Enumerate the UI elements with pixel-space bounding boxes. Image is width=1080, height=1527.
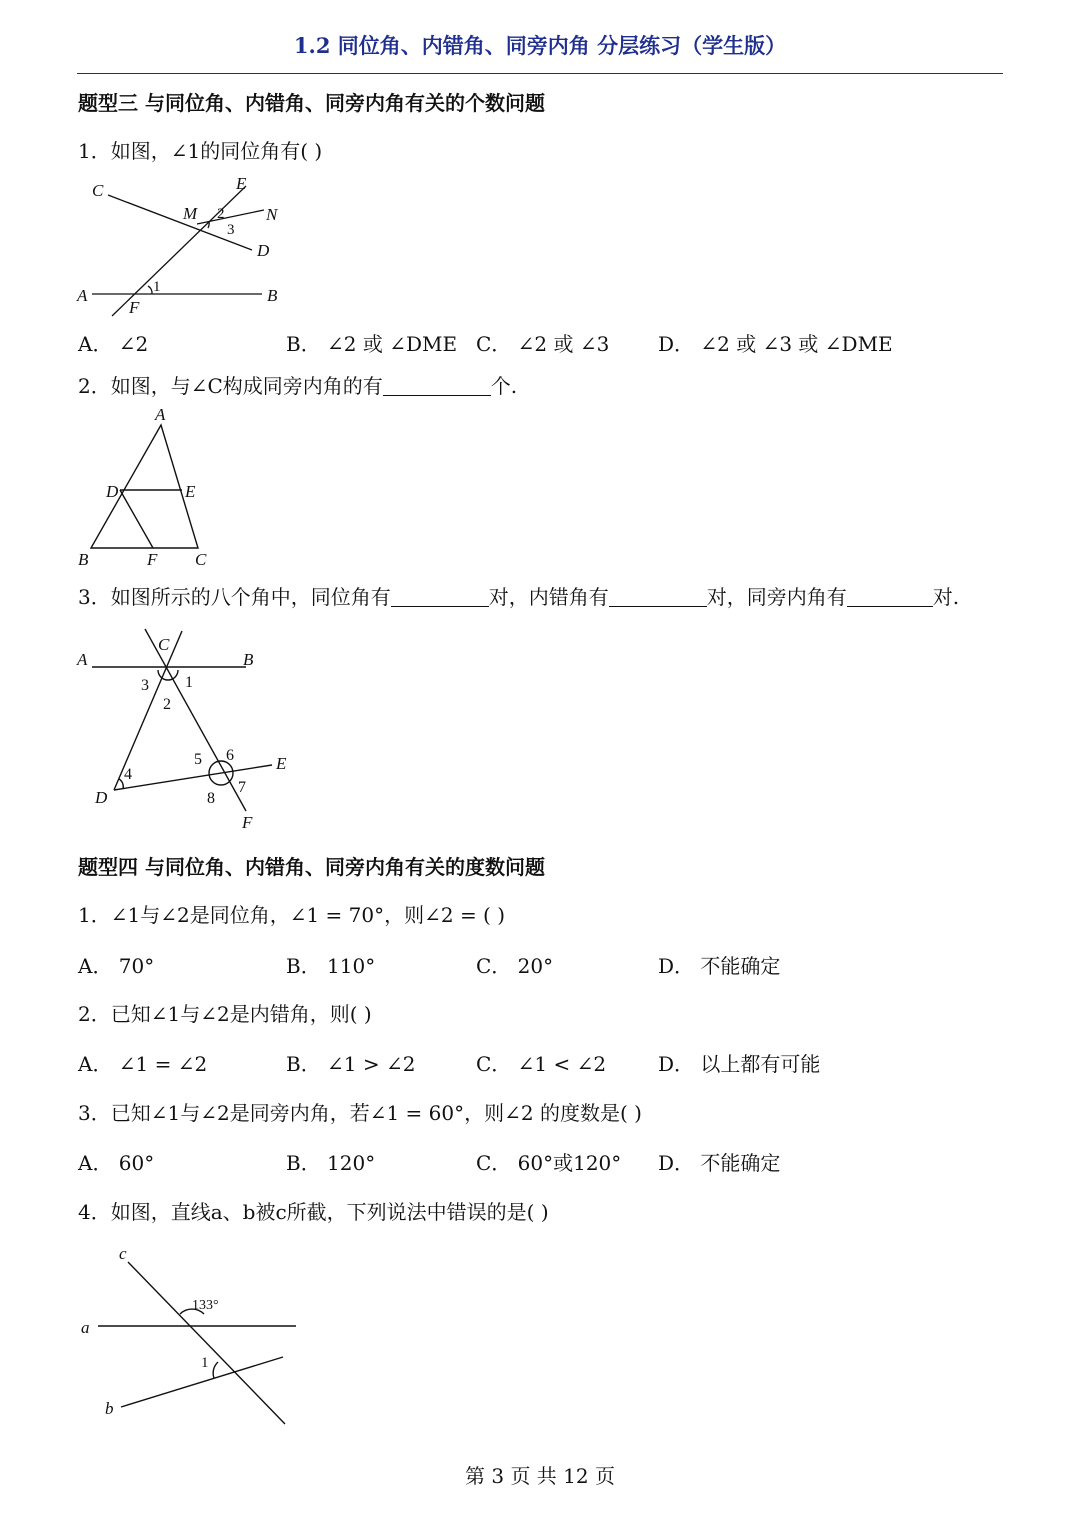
point-label-D: D [257, 241, 270, 260]
option-b: B． ∠2 或 ∠DME [286, 332, 458, 356]
angle-label-1: 1 [153, 279, 161, 295]
option-c: C． ∠1 < ∠2 [476, 1052, 607, 1076]
option-b: B． 120° [286, 1151, 376, 1175]
option-d: D． 不能确定 [658, 1151, 781, 1175]
option-c: C． 60°或120° [476, 1151, 622, 1175]
point-label-D: D [106, 482, 119, 501]
question-stem: 已知∠1与∠2是内错角，则( ) [110, 1002, 372, 1026]
point-label-B: B [243, 650, 254, 669]
section-title-type3: 题型三 与同位角、内错角、同旁内角有关的个数问题 [78, 91, 545, 115]
point-label-F: F [242, 813, 253, 832]
angle-label-2: 2 [217, 206, 225, 222]
option-b: B． 110° [286, 954, 376, 978]
point-label-A: A [77, 286, 88, 305]
line-label-b: b [105, 1399, 114, 1418]
point-label-A: A [77, 650, 88, 669]
point-label-F: F [147, 550, 158, 569]
question-number: 2． [78, 1002, 111, 1026]
angle-label-1: 1 [185, 674, 193, 691]
line-label-a: a [81, 1318, 90, 1337]
point-label-D: D [95, 788, 108, 807]
angle-label-3: 3 [227, 222, 235, 238]
question-stem-end: 个. [490, 374, 518, 398]
point-label-C: C [92, 181, 104, 200]
point-label-C: C [158, 635, 170, 654]
angle-label-4: 4 [124, 766, 132, 783]
angle-label-7: 7 [238, 779, 246, 796]
question-stem: 如图所示的八个角中，同位角有 [110, 585, 391, 609]
point-label-E: E [236, 174, 247, 193]
question-number: 4． [78, 1200, 111, 1224]
option-c: C． 20° [476, 954, 554, 978]
page-title: 1.2 同位角、内错角、同旁内角 分层练习（学生版） [293, 33, 787, 58]
angle-label-8: 8 [207, 790, 215, 807]
point-label-B: B [267, 286, 278, 305]
question-number: 1． [78, 139, 111, 163]
option-d: D． ∠2 或 ∠3 或 ∠DME [658, 332, 893, 356]
angle-label-1: 1 [201, 1355, 209, 1371]
option-d: D． 不能确定 [658, 954, 781, 978]
question-stem-2: 对，内错角有 [488, 585, 609, 609]
question-stem-3: 对，同旁内角有 [706, 585, 847, 609]
line-label-c: c [119, 1244, 127, 1263]
angle-label-2: 2 [163, 696, 171, 713]
point-label-N: N [266, 205, 278, 224]
question-stem: 如图，直线a、b被c所截，下列说法中错误的是( ) [110, 1200, 549, 1224]
option-a: A． 60° [78, 1151, 155, 1175]
question-stem: 如图，∠1的同位角有( ) [110, 139, 323, 163]
question-stem-4: 对. [932, 585, 960, 609]
question-stem: ∠1与∠2是同位角，∠1 = 70°，则∠2 = ( ) [110, 903, 506, 927]
option-c: C． ∠2 或 ∠3 [476, 332, 610, 356]
page-footer: 第 3 页 共 12 页 [465, 1464, 615, 1488]
question-number: 3． [78, 585, 111, 609]
option-d: D． 以上都有可能 [658, 1052, 821, 1076]
point-label-C: C [195, 550, 207, 569]
angle-label-5: 5 [194, 751, 202, 768]
option-b: B． ∠1 > ∠2 [286, 1052, 416, 1076]
question-number: 3． [78, 1101, 111, 1125]
question-stem: 已知∠1与∠2是同旁内角，若∠1 = 60°，则∠2 的度数是( ) [110, 1101, 642, 1125]
point-label-M: M [183, 204, 198, 223]
point-label-F: F [129, 298, 140, 317]
point-label-B: B [78, 550, 89, 569]
point-label-E: E [185, 482, 196, 501]
angle-label-3: 3 [141, 677, 149, 694]
option-a: A． ∠1 = ∠2 [78, 1052, 208, 1076]
question-number: 1． [78, 903, 111, 927]
option-a: A． 70° [78, 954, 155, 978]
point-label-E: E [276, 754, 287, 773]
angle-label-6: 6 [226, 747, 234, 764]
question-stem: 如图，与∠C构成同旁内角的有 [110, 374, 383, 398]
question-number: 2． [78, 374, 111, 398]
angle-label-133: 133° [192, 1298, 219, 1313]
section-title-type4: 题型四 与同位角、内错角、同旁内角有关的度数问题 [78, 855, 545, 879]
point-label-A: A [155, 405, 166, 424]
option-a: A． ∠2 [78, 332, 149, 356]
